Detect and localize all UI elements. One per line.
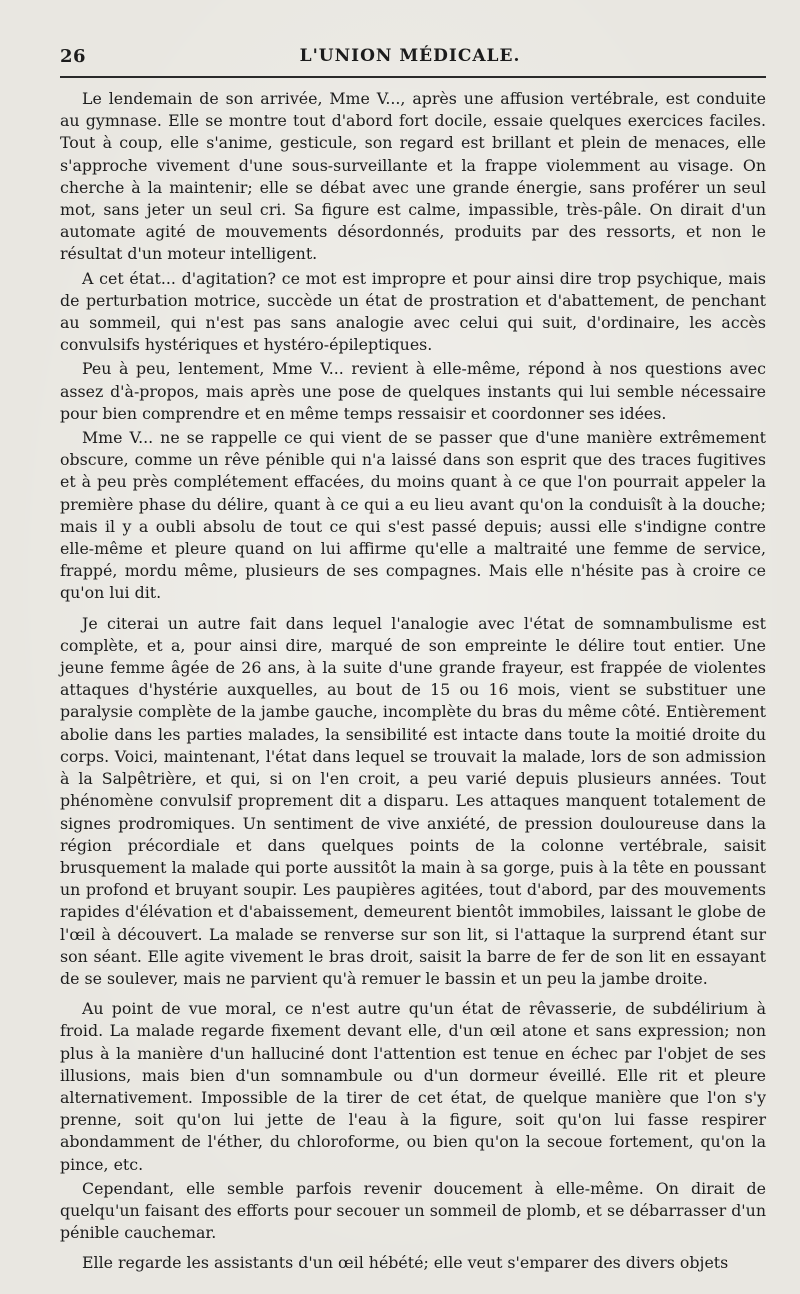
paragraph: Elle regarde les assistants d'un œil hébété; elle veut s'emparer des divers objets: [82, 1253, 729, 1273]
paragraph: Cependant, elle semble parfois revenir doucement à elle-même. On dirait de quelqu'un faisant des efforts pour secouer un sommeil de plomb, et se débarrasser d'un pénible cauchemar.: [60, 1178, 766, 1243]
header-rule: [60, 76, 766, 78]
paragraph: A cet état... d'agitation? ce mot est impropre et pour ainsi dire trop psychique, mais de perturbation motrice, succède un état de prostration et d'abattement, de penchant au sommeil, qui n'est pas sans analogie avec celui qui suit, d'ordinaire, les accès convulsifs hystériques et hystéro-épileptiques.: [60, 268, 766, 355]
page-number: 26: [60, 46, 87, 67]
paragraph: Mme V... ne se rappelle ce qui vient de se passer que d'une manière extrêmement obscure, comme un rêve pénible qui n'a laissé dans son esprit que des traces fugitives et à peu près complétement effacées, du moins quant à ce que l'on pourrait appeler la première phase du délire, quant à ce qui a eu lieu avant qu'on la conduisît à la douche; mais il y a oubli absolu de tout ce qui s'est passé depuis; aussi elle s'indigne contre elle-même et pleure quand on lui affirme qu'elle a maltraité une femme de service, frappé, mordu même, plusieurs de ses compagnes. Mais elle n'hésite pas à croire ce qu'on lui dit.: [60, 428, 766, 603]
paragraph: Peu à peu, lentement, Mme V... revient à elle-même, répond à nos questions avec assez d'à-propos, mais après une pose de quelques instants qui lui semble nécessaire pour bien comprendre et en même temps ressaisir et coordonner ses idées.: [60, 359, 766, 423]
paragraph: Je citerai un autre fait dans lequel l'analogie avec l'état de somnambulisme est complète, et a, pour ainsi dire, marqué de son empreinte le délire tout entier. Une jeune femme âgée de 26 ans, à la suite d'une grande frayeur, est frappée de violentes attaques d'hystérie auxquelles, au bout de 15 ou 16 mois, vient se substituer une paralysie complète de la jambe gauche, incomplète du bras du même côté. Entièrement abolie dans les parties malades, la sensibilité est intacte dans toute la moitié droite du corps. Voici, maintenant, l'état dans lequel se trouvait la malade, lors de son admission à la Salpêtrière, et qui, si on l'en croit, a peu varié depuis plusieurs années. Tout phénomène convulsif proprement dit a disparu. Les attaques manquent totalement de signes prodromiques. Un sentiment de vive anxiété, de pression douloureuse dans la région précordiale et dans quelques points de la colonne vertébrale, saisit brusquement la malade qui porte aussitôt la main à sa gorge, puis à la tête en poussant un profond et bruyant soupir. Les paupières agitées, tout d'abord, par des mouvements rapides d'élévation et d'abaissement, demeurent bientôt immobiles, laissant le globe de l'œil à découvert. La malade se renverse sur son lit, si l'attaque la surprend étant sur son séant. Elle agite vivement le bras droit, saisit la barre de fer de son lit en essayant de se soulever, mais ne parvient qu'à remuer le bassin et un peu la jambe droite.: [60, 613, 766, 988]
page-header: [60, 40, 760, 72]
paragraph: Le lendemain de son arrivée, Mme V..., après une affusion vertébrale, est conduite au gymnase. Elle se montre tout d'abord fort docile, essaie quelques exercices faciles. Tout à coup, elle s'anime, gesticule, son regard est brillant et plein de menaces, elle s'approche vivement d'une sous-surveillante et la frappe violemment au visage. On cherche à la maintenir; elle se débat avec une grande énergie, sans proférer un seul mot, sans jeter un seul cri. Sa figure est calme, impassible, très-pâle. On dirait d'un automate agité de mouvements désordonnés, produits par des ressorts, et non le résultat d'un moteur intelligent.: [60, 89, 766, 264]
body-text: [60, 88, 766, 1277]
running-head: L'UNION MÉDICALE.: [299, 46, 521, 66]
paragraph: Au point de vue moral, ce n'est autre qu'un état de rêvasserie, de subdélirium à froid. La malade regarde fixement devant elle, d'un œil atone et sans expression; non plus à la manière d'un halluciné dont l'attention est tenue en échec par l'objet de ses illusions, mais bien d'un somnambule ou d'un dormeur éveillé. Elle rit et pleure alternativement. Impossible de la tirer de cet état, de quelque manière que l'on s'y prenne, soit qu'on lui jette de l'eau à la figure, soit qu'on lui fasse respirer abondamment de l'éther, du chloroforme, ou bien qu'on la secoue fortement, qu'on la pince, etc.: [60, 999, 766, 1174]
